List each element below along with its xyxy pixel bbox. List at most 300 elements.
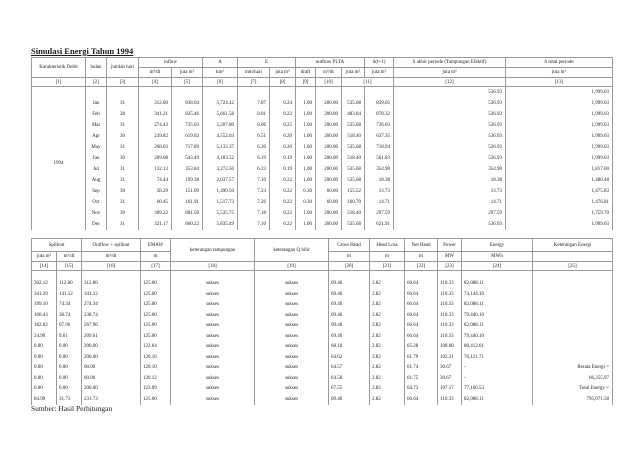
cell-vout: 535.68 — [342, 98, 365, 109]
cell-draft: 1.00 — [296, 153, 316, 164]
cell-osp: 200.00 — [82, 384, 141, 395]
cell-osp: 341.12 — [82, 289, 141, 300]
col-number: [15] — [57, 262, 82, 271]
cell-stotal: 1,999.03 — [506, 120, 613, 131]
cell-sp_juta: 341.39 — [32, 289, 57, 300]
cell-a: 5,535.75 — [203, 208, 238, 219]
cell-ve: 0.25 — [270, 120, 296, 131]
cell-gh: 69.46 — [329, 310, 370, 321]
cell-ktamp: sukses — [171, 331, 255, 342]
cell-nh: 61.74 — [405, 363, 438, 374]
cell-emaw: 123.64 — [141, 342, 171, 353]
cell-q: 321.17 — [139, 219, 172, 230]
col-number: [24] — [462, 262, 533, 271]
cell-pw: 102.31 — [438, 352, 462, 363]
empty-cell — [171, 271, 255, 279]
cell-ke — [533, 289, 613, 300]
cell-emaw: 120.12 — [141, 373, 171, 384]
cell-kq: sukses — [255, 279, 329, 290]
empty-cell — [370, 271, 405, 279]
cell-sp_q: 141.12 — [57, 289, 82, 300]
table-row — [32, 352, 613, 363]
cell-st1: 354.90 — [365, 164, 394, 175]
cell-a: 1,490.50 — [203, 186, 238, 197]
cell-vout: 155.52 — [342, 186, 365, 197]
header-outflow: outflow PLTA — [296, 58, 365, 68]
header-spillout: Spillout — [32, 239, 82, 252]
cell-sp_juta: 199.10 — [32, 300, 57, 311]
cell-pw: 110.33 — [438, 279, 462, 290]
header-karakteristik: Karakteristik Debit — [32, 58, 86, 78]
cell-osp: 200.00 — [82, 352, 141, 363]
cell-pw: 30.67 — [438, 363, 462, 374]
unit-juta-s-akhir: juta m³ — [394, 68, 506, 78]
cell-sp_q: 67.96 — [57, 321, 82, 332]
cell-ke — [533, 331, 613, 342]
table-row — [32, 208, 613, 219]
cell-vin: 543.49 — [172, 153, 203, 164]
cell-ke — [533, 279, 613, 290]
col-number: [6] — [203, 78, 238, 87]
cell-emaw: 125.00 — [141, 331, 171, 342]
cell-st1: 561.83 — [365, 153, 394, 164]
cell-kq: sukses — [255, 289, 329, 300]
cell-stotal: 1,475.83 — [506, 186, 613, 197]
cell-ve: 0.22 — [270, 219, 296, 230]
cell-sp_q: 0.00 — [57, 352, 82, 363]
cell-stotal: 1,999.03 — [506, 131, 613, 142]
cell-ktamp: sukses — [171, 289, 255, 300]
cell-hl: 2.82 — [370, 300, 405, 311]
cell-emaw: 120.16 — [141, 352, 171, 363]
table-row — [32, 153, 613, 164]
cell-stotal: 1,817.00 — [506, 164, 613, 175]
cell-vout: 483.84 — [342, 109, 365, 120]
header-e: E — [238, 58, 296, 68]
unit-m3dt: m³/dt — [139, 68, 172, 78]
header-outflow-spillout: Outflow + spillout — [82, 239, 141, 252]
cell-gh: 64.62 — [329, 352, 370, 363]
cell-bulan: Oct — [86, 197, 107, 208]
cell-pw: 110.33 — [438, 394, 462, 405]
cell-kq: sukses — [255, 394, 329, 405]
cell-vout: 535.68 — [342, 164, 365, 175]
cell-vout: 160.70 — [342, 197, 365, 208]
cell-ke — [533, 342, 613, 353]
empty-cell — [296, 87, 316, 98]
cell-q: 274.43 — [139, 120, 172, 131]
cell-osp: 231.73 — [82, 394, 141, 405]
header-head-loss: Head Loss — [370, 239, 405, 252]
cell-hl: 2.82 — [370, 373, 405, 384]
cell-en: 79,440.10 — [462, 331, 533, 342]
cell-sakhir: 536.93 — [394, 109, 506, 120]
cell-gh: 69.46 — [329, 321, 370, 332]
cell-ke — [533, 352, 613, 363]
cell-hl: 2.82 — [370, 321, 405, 332]
table-row — [32, 310, 613, 321]
cell-q: 132.13 — [139, 164, 172, 175]
cell-gh: 64.58 — [329, 373, 370, 384]
energy-simulation-table-2 — [31, 238, 613, 405]
cell-qout: 200.00 — [316, 153, 342, 164]
cell-stotal: 1,759.70 — [506, 208, 613, 219]
cell-pw: 110.33 — [438, 289, 462, 300]
cell-gh: 69.46 — [329, 300, 370, 311]
cell-a: 3,272.50 — [203, 164, 238, 175]
empty-cell — [32, 87, 86, 98]
cell-hari: 30 — [107, 153, 139, 164]
cell-sp_juta: 302.12 — [32, 279, 57, 290]
cell-vout: 535.68 — [342, 219, 365, 230]
cell-q: 74.44 — [139, 175, 172, 186]
cell-en: 79,440.10 — [462, 310, 533, 321]
cell-en: 82,088.11 — [462, 321, 533, 332]
table-row — [32, 342, 613, 353]
table-row — [32, 131, 613, 142]
cell-st1: 736.03 — [365, 120, 394, 131]
cell-e: 7.26 — [238, 197, 270, 208]
empty-cell — [57, 271, 82, 279]
cell-en: - — [462, 363, 533, 374]
cell-hl: 2.82 — [370, 289, 405, 300]
cell-q: 312.80 — [139, 98, 172, 109]
cell-vin: 735.03 — [172, 120, 203, 131]
cell-hl: 2.82 — [370, 331, 405, 342]
cell-e: 6.19 — [238, 153, 270, 164]
unit-m-net: m — [405, 252, 438, 262]
cell-hari: 30 — [107, 186, 139, 197]
cell-pw: 110.33 — [438, 300, 462, 311]
cell-bulan: Dec — [86, 219, 107, 230]
cell-sakhir: 536.93 — [394, 120, 506, 131]
cell-ke: 66,255.97 — [533, 373, 613, 384]
cell-ke: 795,071.58 — [533, 394, 613, 405]
cell-vin: 801.50 — [172, 208, 203, 219]
cell-sp_juta: 84.99 — [32, 394, 57, 405]
unit-juta-inflow: juta m³ — [172, 68, 203, 78]
cell-vin: 860.22 — [172, 219, 203, 230]
empty-cell — [342, 87, 365, 98]
unit-draft: draft — [296, 68, 316, 78]
cell-ktamp: sukses — [171, 342, 255, 353]
cell-sp_q: 0.00 — [57, 384, 82, 395]
cell-nh: 66.64 — [405, 310, 438, 321]
cell-kq: sukses — [255, 384, 329, 395]
cell-hari: 30 — [107, 208, 139, 219]
empty-cell — [139, 87, 172, 98]
cell-stotal: 1,999.03 — [506, 109, 613, 120]
cell-kq: sukses — [255, 310, 329, 321]
table-row — [32, 373, 613, 384]
empty-cell — [172, 87, 203, 98]
cell-pw: 110.33 — [438, 321, 462, 332]
header-ket-energi: Keterangan Energi — [533, 239, 613, 252]
cell-hari: 31 — [107, 142, 139, 153]
cell-en: 74,144.10 — [462, 289, 533, 300]
year-label: 1994 — [32, 98, 86, 230]
header-ket-qhilir: keterangan Q hilir — [255, 239, 329, 262]
empty-cell — [255, 271, 329, 279]
table-row — [32, 109, 613, 120]
unit-m-loss: m — [370, 252, 405, 262]
cell-draft: 1.00 — [296, 208, 316, 219]
cell-pw: 107.17 — [438, 384, 462, 395]
col-number: [9] — [296, 78, 316, 87]
header-bulan: bulan — [86, 58, 107, 78]
unit-juta-total: juta m³ — [506, 68, 613, 78]
cell-en: 76,121.71 — [462, 352, 533, 363]
cell-kq: sukses — [255, 373, 329, 384]
unit-m3dt-out: m³/dt — [316, 68, 342, 78]
cell-emaw: 120.10 — [141, 363, 171, 374]
empty-cell — [238, 87, 270, 98]
cell-bulan: Feb — [86, 109, 107, 120]
cell-e: 8.01 — [238, 109, 270, 120]
cell-ktamp: sukses — [171, 321, 255, 332]
table-row — [32, 384, 613, 395]
table-row — [32, 175, 613, 186]
cell-bulan: Aug — [86, 175, 107, 186]
cell-ke: Total Energy = — [533, 384, 613, 395]
cell-nh: 66.64 — [405, 289, 438, 300]
cell-en: 82,088.11 — [462, 394, 533, 405]
cell-osp: 60.00 — [82, 363, 141, 374]
cell-osp: 312.80 — [82, 279, 141, 290]
cell-gh: 67.55 — [329, 384, 370, 395]
empty-cell — [316, 87, 342, 98]
empty-cell — [405, 271, 438, 279]
table-row — [32, 186, 613, 197]
cell-sp_juta: 0.00 — [32, 373, 57, 384]
table-row — [32, 321, 613, 332]
cell-vout: 518.40 — [342, 208, 365, 219]
cell-bulan: Nov — [86, 208, 107, 219]
cell-sp_q: 0.00 — [57, 342, 82, 353]
cell-sp_q: 74.34 — [57, 300, 82, 311]
cell-draft: 0.30 — [296, 186, 316, 197]
cell-e: 8.06 — [238, 120, 270, 131]
col-number: [11] — [342, 78, 394, 87]
cell-gh: 69.46 — [329, 279, 370, 290]
cell-draft: 1.00 — [296, 98, 316, 109]
table-row — [32, 197, 613, 208]
cell-hari: 31 — [107, 219, 139, 230]
cell-emaw: 125.00 — [141, 310, 171, 321]
cell-sakhir: 13.73 — [394, 186, 506, 197]
unit-juta-e: juta m³ — [270, 68, 296, 78]
header-net-head: Net Head — [405, 239, 438, 252]
cell-vin: 353.84 — [172, 164, 203, 175]
cell-osp: 274.34 — [82, 300, 141, 311]
cell-sakhir: 18.38 — [394, 175, 506, 186]
cell-vout: 535.68 — [342, 120, 365, 131]
cell-vout: 535.68 — [342, 142, 365, 153]
cell-osp: 200.00 — [82, 342, 141, 353]
table-row — [32, 120, 613, 131]
cell-draft: 1.00 — [296, 219, 316, 230]
cell-ktamp: sukses — [171, 363, 255, 374]
cell-vin: 199.38 — [172, 175, 203, 186]
cell-qout: 200.00 — [316, 98, 342, 109]
cell-e: 6.51 — [238, 131, 270, 142]
col-number: [7] — [238, 78, 270, 87]
cell-stotal: 1,476.81 — [506, 197, 613, 208]
cell-e: 6.23 — [238, 164, 270, 175]
table-row — [32, 394, 613, 405]
cell-sakhir: 536.93 — [394, 98, 506, 109]
col-number: [23] — [438, 262, 462, 271]
cell-ve: 0.19 — [270, 164, 296, 175]
col-number: [3] — [107, 78, 139, 87]
cell-a: 5,661.58 — [203, 109, 238, 120]
cell-e: 7.10 — [238, 219, 270, 230]
cell-sakhir: 354.90 — [394, 164, 506, 175]
col-number: [5] — [172, 78, 203, 87]
cell-emaw: 125.00 — [141, 300, 171, 311]
col-number: [22] — [405, 262, 438, 271]
cell-vin: 161.91 — [172, 197, 203, 208]
header-inflow: inflow — [139, 58, 203, 68]
cell-st1: 839.05 — [365, 98, 394, 109]
cell-hl: 2.82 — [370, 394, 405, 405]
cell-stotal: 1,999.03 — [506, 219, 613, 230]
unit-m-gross: m — [329, 252, 370, 262]
empty-cell — [270, 87, 296, 98]
cell-ke — [533, 300, 613, 311]
cell-sp_juta: 0.00 — [32, 352, 57, 363]
empty-cell — [533, 271, 613, 279]
cell-sp_juta: 0.00 — [32, 342, 57, 353]
cell-a: 1,517.73 — [203, 197, 238, 208]
cell-vout: 518.40 — [342, 131, 365, 142]
cell-stotal: 1,480.48 — [506, 175, 613, 186]
cell-ktamp: sukses — [171, 300, 255, 311]
initial-s-akhir: 536.93 — [394, 87, 506, 98]
col-number: [13] — [506, 78, 613, 87]
cell-sakhir: 536.93 — [394, 142, 506, 153]
cell-stotal: 1,999.03 — [506, 98, 613, 109]
cell-vin: 717.89 — [172, 142, 203, 153]
cell-bulan: Jun — [86, 153, 107, 164]
cell-hari: 31 — [107, 175, 139, 186]
cell-q: 58.29 — [139, 186, 172, 197]
cell-a: 4,183.52 — [203, 153, 238, 164]
cell-gh: 69.46 — [329, 331, 370, 342]
cell-q: 209.68 — [139, 153, 172, 164]
cell-sakhir: 536.93 — [394, 131, 506, 142]
cell-st1: 621.91 — [365, 219, 394, 230]
unit-mwh: MWh — [462, 252, 533, 262]
col-number: [21] — [370, 262, 405, 271]
cell-vout: 518.40 — [342, 153, 365, 164]
cell-nh: 61.75 — [405, 373, 438, 384]
cell-q: 309.22 — [139, 208, 172, 219]
table-row — [32, 164, 613, 175]
cell-sp_q: 31.73 — [57, 394, 82, 405]
energy-simulation-table-1 — [31, 57, 613, 230]
cell-ktamp: sukses — [171, 279, 255, 290]
header-power: Power — [438, 239, 462, 252]
unit-mm-hari: mm/hari — [238, 68, 270, 78]
cell-qout: 200.00 — [316, 120, 342, 131]
col-number: [19] — [255, 262, 329, 271]
cell-hari: 31 — [107, 98, 139, 109]
col-number: [25] — [533, 262, 613, 271]
cell-pw: 108.08 — [438, 342, 462, 353]
cell-emaw: 125.00 — [141, 279, 171, 290]
cell-nh: 66.64 — [405, 300, 438, 311]
cell-ve: 0.22 — [270, 197, 296, 208]
col-number: [20] — [329, 262, 370, 271]
header-s-total: S total periode — [506, 58, 613, 68]
unit-mw: MW — [438, 252, 462, 262]
cell-pw: 110.33 — [438, 331, 462, 342]
col-number: [8] — [270, 78, 296, 87]
empty-cell — [107, 87, 139, 98]
cell-kq: sukses — [255, 300, 329, 311]
cell-ktamp: sukses — [171, 373, 255, 384]
cell-vin: 619.02 — [172, 131, 203, 142]
cell-e: 7.10 — [238, 175, 270, 186]
cell-bulan: May — [86, 142, 107, 153]
cell-ve: 0.19 — [270, 153, 296, 164]
table-row — [32, 300, 613, 311]
col-number: [1] — [32, 78, 86, 87]
empty-cell — [82, 271, 141, 279]
unit-m3dt-osp: m³/dt — [82, 252, 141, 262]
cell-nh: 66.64 — [405, 279, 438, 290]
cell-e: 7.23 — [238, 186, 270, 197]
cell-draft: 0.30 — [296, 197, 316, 208]
header-gross-head: Gross Head — [329, 239, 370, 252]
cell-nh: 61.79 — [405, 352, 438, 363]
cell-q: 60.45 — [139, 197, 172, 208]
cell-a: 5,724.42 — [203, 98, 238, 109]
cell-ve: 0.22 — [270, 109, 296, 120]
cell-a: 5,835.49 — [203, 219, 238, 230]
cell-qout: 200.00 — [316, 109, 342, 120]
header-emaw: EMAW — [141, 239, 171, 252]
cell-hl: 2.82 — [370, 342, 405, 353]
empty-cell — [365, 87, 394, 98]
cell-hl: 2.82 — [370, 279, 405, 290]
initial-s-total: 1,999.03 — [506, 87, 613, 98]
table-row — [32, 289, 613, 300]
table-row — [32, 331, 613, 342]
cell-bulan: Sep — [86, 186, 107, 197]
cell-qout: 200.00 — [316, 142, 342, 153]
cell-sp_juta: 100.43 — [32, 310, 57, 321]
cell-a: 2,037.57 — [203, 175, 238, 186]
cell-e: 7.18 — [238, 208, 270, 219]
page-title: Simulasi Energi Tahun 1994 — [31, 46, 134, 56]
cell-sp_q: 9.61 — [57, 331, 82, 342]
cell-st1: 13.73 — [365, 186, 394, 197]
unit-m3dt-spill: m³/dt — [57, 252, 82, 262]
cell-qout: 200.00 — [316, 219, 342, 230]
cell-kq: sukses — [255, 342, 329, 353]
cell-ktamp: sukses — [171, 384, 255, 395]
unit-m-emaw: m — [141, 252, 171, 262]
cell-en: 82,088.11 — [462, 300, 533, 311]
cell-sp_juta: 182.02 — [32, 321, 57, 332]
table-row-spacer — [32, 271, 613, 279]
empty-cell — [329, 271, 370, 279]
col-number: [14] — [32, 262, 57, 271]
cell-osp: 238.74 — [82, 310, 141, 321]
cell-bulan: Jul — [86, 164, 107, 175]
